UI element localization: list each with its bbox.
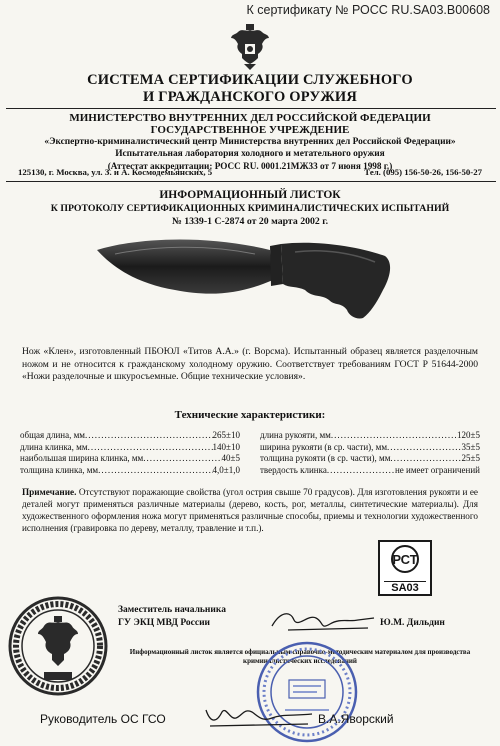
svg-text:РСТ: РСТ: [392, 552, 418, 567]
system-title: [0, 72, 500, 106]
spec-row: [260, 453, 480, 465]
document-title: ИНФОРМАЦИОННЫЙ ЛИСТОК: [159, 189, 341, 201]
phone: Тел. (095) 156-50-26, 156-50-27: [364, 167, 482, 177]
tech-title: Технические характеристики:: [174, 409, 326, 421]
center-name: «Экспертно-криминалистический центр Министерства внутренних дел Российской Федерации»: [44, 137, 456, 147]
deputy-title-block: [118, 604, 226, 630]
spec-label: длина клинка, мм: [20, 441, 88, 452]
gost-certification-mark: [378, 540, 432, 596]
coat-of-arms-emblem: [230, 24, 270, 70]
head-title: Руководитель ОС ГСО: [40, 712, 166, 726]
spec-row: [260, 442, 480, 454]
protocol-number: № 1339-1 С-2874 от 20 марта 2002 г.: [171, 216, 329, 227]
ministry-block: [0, 112, 500, 172]
system-title-line1: СИСТЕМА СЕРТИФИКАЦИИ СЛУЖЕБНОГО: [87, 72, 413, 88]
deputy-title-line1: Заместитель начальника: [118, 605, 226, 615]
ministry-name: МИНИСТЕРСТВО ВНУТРЕННИХ ДЕЛ РОССИЙСКОЙ ФЕДЕРАЦИИ: [69, 112, 431, 124]
institution-name: ГОСУДАРСТВЕННОЕ УЧРЕЖДЕНИЕ: [150, 124, 350, 136]
info-note: Информационный листок является официальным справочно-методическим материалом для производства криминалистических исследований: [129, 648, 471, 665]
rst-logo-icon: [380, 542, 430, 576]
spec-row: [20, 465, 240, 477]
deputy-title-line2: ГУ ЭКЦ МВД России: [118, 618, 211, 628]
spec-row: [20, 453, 240, 465]
spec-table: [20, 430, 480, 476]
product-description: Нож «Клен», изготовленный ПБОЮЛ «Титов А.А.» (г. Ворсма). Испытанный образец является разделочным ножом и не относится к гражданскому холодному оружию. Соответствует требованиям ГОСТ Р 51644-2000 «Ножи разделочные и шкуросъемные. Общие технические условия».: [22, 346, 478, 382]
spec-column-right: [260, 430, 480, 476]
round-seal-stamp: [8, 594, 108, 698]
spec-row: [260, 465, 480, 477]
note-block: [22, 486, 478, 534]
deputy-signature: [268, 606, 378, 636]
divider-top: [6, 108, 496, 109]
address-row: [18, 167, 482, 177]
note-text: Отсутствуют поражающие свойства (угол острия свыше 70 градусов). Для изготовления рукояти и ее деталей могут применяться различные материалы (дерево, кость, рог, металлы, синтетические материалы). Для художественного оформления ножа могут применяться различные способы, приемы и технологии художественного исполнения (гравировка по дереву, металлу, травление и т.п.).: [22, 487, 478, 533]
system-title-line2: И ГРАЖДАНСКОГО ОРУЖИЯ: [142, 89, 358, 105]
spec-row: [20, 442, 240, 454]
spec-label: наибольшая ширина клинка, мм: [20, 453, 144, 463]
head-name: В.А.Яворский: [318, 712, 394, 726]
spec-value: не имеет ограничений: [394, 464, 480, 475]
spec-label: длина рукояти, мм: [260, 430, 331, 440]
spec-value: 40±5: [221, 453, 240, 463]
document-subtitle: К ПРОТОКОЛУ СЕРТИФИКАЦИОННЫХ КРИМИНАЛИСТИЧЕСКИХ ИСПЫТАНИЙ: [50, 203, 450, 214]
divider-address: [6, 181, 496, 182]
spec-value: 35±5: [461, 441, 480, 452]
gost-mark-label: SA03: [384, 581, 426, 594]
spec-label: ширина рукояти (в ср. части), мм: [260, 441, 388, 452]
head-signature: [200, 700, 320, 730]
spec-row: [20, 430, 240, 442]
spec-value: 140±10: [212, 441, 240, 452]
spec-value: 265±10: [212, 430, 240, 440]
knife-image: [95, 232, 395, 322]
spec-label: толщина клинка, мм: [20, 464, 99, 475]
spec-row: [260, 430, 480, 442]
spec-column-left: [20, 430, 240, 476]
address: 125130, г. Москва, ул. З. и А. Космодемьянских, 5: [18, 167, 213, 177]
lab-name: Испытательная лаборатория холодного и метательного оружия: [115, 149, 385, 159]
certificate-reference: К сертификату № РОСС RU.SA03.B00608: [246, 3, 490, 17]
spec-label: твердость клинка: [260, 464, 327, 475]
deputy-name: Ю.М. Дильдин: [380, 618, 445, 628]
spec-value: 25±5: [461, 453, 480, 463]
spec-value: 120±5: [457, 430, 480, 440]
spec-label: толщина рукояти (в ср. части), мм: [260, 453, 391, 463]
document-title-block: [0, 189, 500, 228]
spec-value: 4,0±1,0: [212, 464, 240, 475]
accreditation: (Аттестат аккредитации: РОСС RU. 0001.21МЖ33 от 7 июня 1998 г.): [107, 161, 393, 171]
note-label: Примечание.: [22, 487, 77, 497]
spec-label: общая длина, мм: [20, 430, 85, 440]
